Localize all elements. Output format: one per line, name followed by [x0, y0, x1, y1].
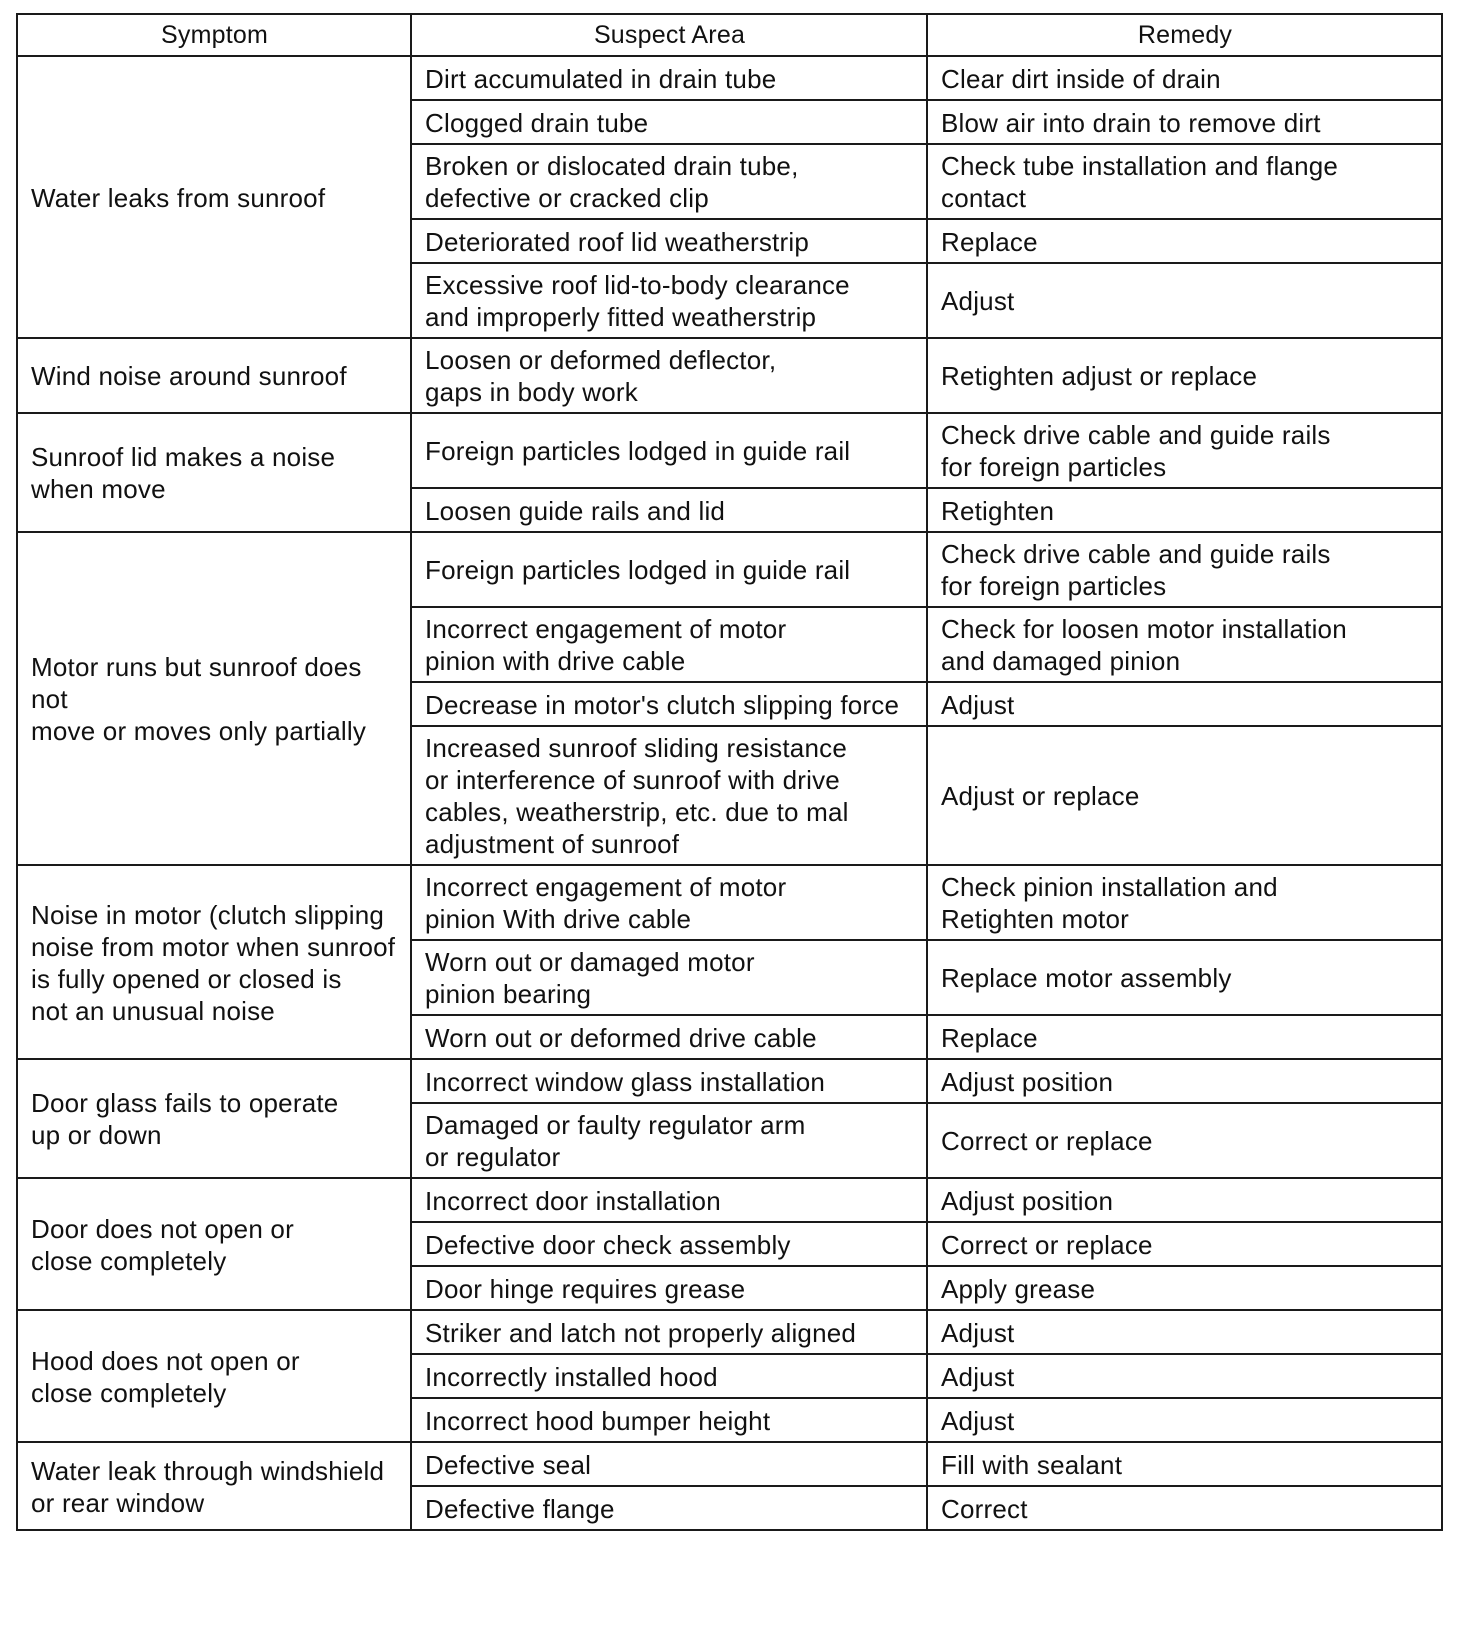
suspect-area-cell: [411, 413, 927, 488]
suspect-area-cell: [411, 1486, 927, 1530]
symptom-text: Noise in motor (clutch slipping: [31, 899, 385, 930]
remedy-text: and damaged pinion: [941, 646, 1181, 676]
symptom-text: Water leak through windshield: [31, 1455, 385, 1486]
symptom-text: Sunroof lid makes a noise: [31, 442, 336, 472]
suspect-area-cell: [411, 607, 927, 682]
suspect-area-cell: [411, 1398, 927, 1442]
suspect-area-cell: [411, 56, 927, 100]
remedy-text: Fill with sealant: [941, 1449, 1123, 1480]
header-row: [17, 14, 1442, 56]
remedy-cell: [927, 413, 1442, 488]
symptom-cell: [17, 1442, 411, 1530]
remedy-text: Apply grease: [941, 1273, 1096, 1304]
symptom-text: close completely: [31, 1377, 227, 1408]
suspect-area-text: cables, weatherstrip, etc. due to mal: [425, 797, 849, 827]
remedy-text: Replace motor assembly: [941, 963, 1232, 993]
remedy-text: Check pinion installation and: [941, 872, 1278, 902]
symptom-text: or rear window: [31, 1487, 205, 1518]
suspect-area-cell: [411, 1059, 927, 1103]
suspect-area-cell: [411, 940, 927, 1015]
symptom-cell: [17, 532, 411, 865]
suspect-area-text: Defective door check assembly: [425, 1229, 791, 1260]
symptom-cell: [17, 338, 411, 413]
table-row: [17, 1442, 1442, 1486]
suspect-area-cell: [411, 865, 927, 940]
suspect-area-text: Defective flange: [425, 1493, 615, 1524]
suspect-area-text: and improperly fitted weatherstrip: [425, 302, 817, 332]
suspect-area-text: Foreign particles lodged in guide rail: [425, 436, 851, 466]
symptom-text: close completely: [31, 1245, 227, 1276]
remedy-cell: [927, 263, 1442, 338]
remedy-text: for foreign particles: [941, 452, 1167, 482]
suspect-area-cell: [411, 1178, 927, 1222]
remedy-cell: [927, 532, 1442, 607]
remedy-cell: [927, 1059, 1442, 1103]
remedy-cell: [927, 865, 1442, 940]
header-suspect-area: Suspect Area: [411, 14, 927, 56]
remedy-text: Adjust or replace: [941, 781, 1140, 811]
suspect-area-text: Clogged drain tube: [425, 107, 649, 138]
remedy-text: Adjust: [941, 286, 1015, 316]
suspect-area-cell: [411, 532, 927, 607]
remedy-cell: [927, 940, 1442, 1015]
suspect-area-cell: [411, 338, 927, 413]
table-row: [17, 413, 1442, 488]
remedy-text: Retighten adjust or replace: [941, 361, 1258, 391]
suspect-area-text: defective or cracked clip: [425, 183, 709, 213]
table-row: [17, 865, 1442, 940]
remedy-cell: [927, 607, 1442, 682]
suspect-area-cell: [411, 219, 927, 263]
symptom-cell: [17, 413, 411, 532]
suspect-area-text: Increased sunroof sliding resistance: [425, 733, 847, 763]
suspect-area-cell: [411, 1442, 927, 1486]
remedy-cell: [927, 1178, 1442, 1222]
remedy-cell: [927, 100, 1442, 144]
symptom-text: Hood does not open or: [31, 1345, 300, 1376]
suspect-area-text: Broken or dislocated drain tube,: [425, 151, 799, 181]
symptom-text: Door glass fails to operate: [31, 1088, 339, 1118]
suspect-area-text: Worn out or deformed drive cable: [425, 1022, 817, 1053]
suspect-area-text: Dirt accumulated in drain tube: [425, 63, 777, 94]
remedy-cell: [927, 1442, 1442, 1486]
remedy-text: Check for loosen motor installation: [941, 614, 1347, 644]
remedy-text: Retighten: [941, 495, 1055, 526]
table-row: [17, 338, 1442, 413]
suspect-area-cell: [411, 682, 927, 726]
header-symptom: Symptom: [17, 14, 411, 56]
suspect-area-cell: [411, 100, 927, 144]
remedy-text: Adjust position: [941, 1066, 1114, 1097]
suspect-area-cell: [411, 488, 927, 532]
remedy-text: Retighten motor: [941, 904, 1129, 934]
suspect-area-text: Door hinge requires grease: [425, 1273, 746, 1304]
suspect-area-text: pinion With drive cable: [425, 904, 692, 934]
remedy-text: Adjust: [941, 689, 1015, 720]
remedy-text: Blow air into drain to remove dirt: [941, 107, 1321, 138]
symptom-text: noise from motor when sunroof: [31, 931, 396, 962]
remedy-cell: [927, 1354, 1442, 1398]
remedy-text: Check drive cable and guide rails: [941, 539, 1331, 569]
table-row: [17, 1178, 1442, 1222]
table-row: [17, 1059, 1442, 1103]
symptom-text: Wind noise around sunroof: [31, 361, 347, 391]
suspect-area-text: gaps in body work: [425, 377, 638, 407]
remedy-cell: [927, 682, 1442, 726]
suspect-area-text: Incorrect window glass installation: [425, 1066, 826, 1097]
remedy-cell: [927, 144, 1442, 219]
remedy-text: Replace: [941, 226, 1038, 257]
symptom-text: Motor runs but sunroof does not: [31, 652, 362, 714]
suspect-area-cell: [411, 726, 927, 865]
symptom-text: when move: [31, 474, 166, 504]
suspect-area-cell: [411, 1266, 927, 1310]
suspect-area-text: Defective seal: [425, 1449, 592, 1480]
header-remedy: Remedy: [927, 14, 1442, 56]
table-body: [17, 56, 1442, 1530]
suspect-area-text: Deteriorated roof lid weatherstrip: [425, 226, 809, 257]
suspect-area-text: or regulator: [425, 1142, 561, 1172]
remedy-text: Correct: [941, 1493, 1028, 1524]
suspect-area-text: Foreign particles lodged in guide rail: [425, 555, 851, 585]
remedy-cell: [927, 1015, 1442, 1059]
table-row: [17, 532, 1442, 607]
suspect-area-text: Striker and latch not properly aligned: [425, 1317, 857, 1348]
suspect-area-text: adjustment of sunroof: [425, 829, 680, 859]
suspect-area-cell: [411, 1015, 927, 1059]
symptom-text: not an unusual noise: [31, 995, 275, 1026]
remedy-text: Correct or replace: [941, 1229, 1153, 1260]
remedy-cell: [927, 726, 1442, 865]
suspect-area-text: pinion with drive cable: [425, 646, 686, 676]
suspect-area-text: Incorrectly installed hood: [425, 1361, 718, 1392]
suspect-area-text: or interference of sunroof with drive: [425, 765, 840, 795]
remedy-text: Correct or replace: [941, 1126, 1153, 1156]
symptom-text: is fully opened or closed is: [31, 963, 342, 994]
suspect-area-text: Incorrect hood bumper height: [425, 1405, 771, 1436]
symptom-text: Water leaks from sunroof: [31, 182, 326, 213]
suspect-area-text: Loosen or deformed deflector,: [425, 345, 777, 375]
remedy-text: Adjust: [941, 1361, 1015, 1392]
remedy-cell: [927, 1222, 1442, 1266]
symptom-text: Door does not open or: [31, 1213, 294, 1244]
suspect-area-text: Decrease in motor's clutch slipping force: [425, 689, 900, 720]
suspect-area-cell: [411, 1103, 927, 1178]
suspect-area-text: Incorrect engagement of motor: [425, 614, 787, 644]
suspect-area-text: Loosen guide rails and lid: [425, 495, 726, 526]
remedy-text: Check tube installation and flange contact: [941, 151, 1339, 213]
symptom-cell: [17, 1059, 411, 1178]
symptom-cell: [17, 56, 411, 338]
troubleshooting-page: [16, 13, 1441, 1531]
suspect-area-text: Incorrect engagement of motor: [425, 872, 787, 902]
remedy-text: Replace: [941, 1022, 1038, 1053]
symptom-text: up or down: [31, 1120, 162, 1150]
suspect-area-text: Incorrect door installation: [425, 1185, 721, 1216]
troubleshooting-table: [16, 13, 1443, 1531]
symptom-cell: [17, 1178, 411, 1310]
remedy-cell: [927, 338, 1442, 413]
remedy-cell: [927, 1486, 1442, 1530]
suspect-area-text: Damaged or faulty regulator arm: [425, 1110, 806, 1140]
remedy-text: Adjust: [941, 1317, 1015, 1348]
suspect-area-cell: [411, 263, 927, 338]
remedy-text: Adjust: [941, 1405, 1015, 1436]
remedy-cell: [927, 1398, 1442, 1442]
remedy-cell: [927, 219, 1442, 263]
remedy-cell: [927, 488, 1442, 532]
suspect-area-text: Excessive roof lid-to-body clearance: [425, 270, 850, 300]
remedy-cell: [927, 1103, 1442, 1178]
remedy-text: Clear dirt inside of drain: [941, 63, 1221, 94]
suspect-area-text: pinion bearing: [425, 979, 592, 1009]
suspect-area-cell: [411, 1222, 927, 1266]
symptom-text: move or moves only partially: [31, 716, 367, 746]
suspect-area-cell: [411, 1310, 927, 1354]
suspect-area-cell: [411, 1354, 927, 1398]
remedy-cell: [927, 1266, 1442, 1310]
symptom-cell: [17, 865, 411, 1059]
remedy-text: Adjust position: [941, 1185, 1114, 1216]
symptom-cell: [17, 1310, 411, 1442]
table-row: [17, 1310, 1442, 1354]
suspect-area-cell: [411, 144, 927, 219]
table-row: [17, 56, 1442, 100]
suspect-area-text: Worn out or damaged motor: [425, 947, 755, 977]
remedy-cell: [927, 1310, 1442, 1354]
remedy-cell: [927, 56, 1442, 100]
table-header: [17, 14, 1442, 56]
remedy-text: for foreign particles: [941, 571, 1167, 601]
remedy-text: Check drive cable and guide rails: [941, 420, 1331, 450]
